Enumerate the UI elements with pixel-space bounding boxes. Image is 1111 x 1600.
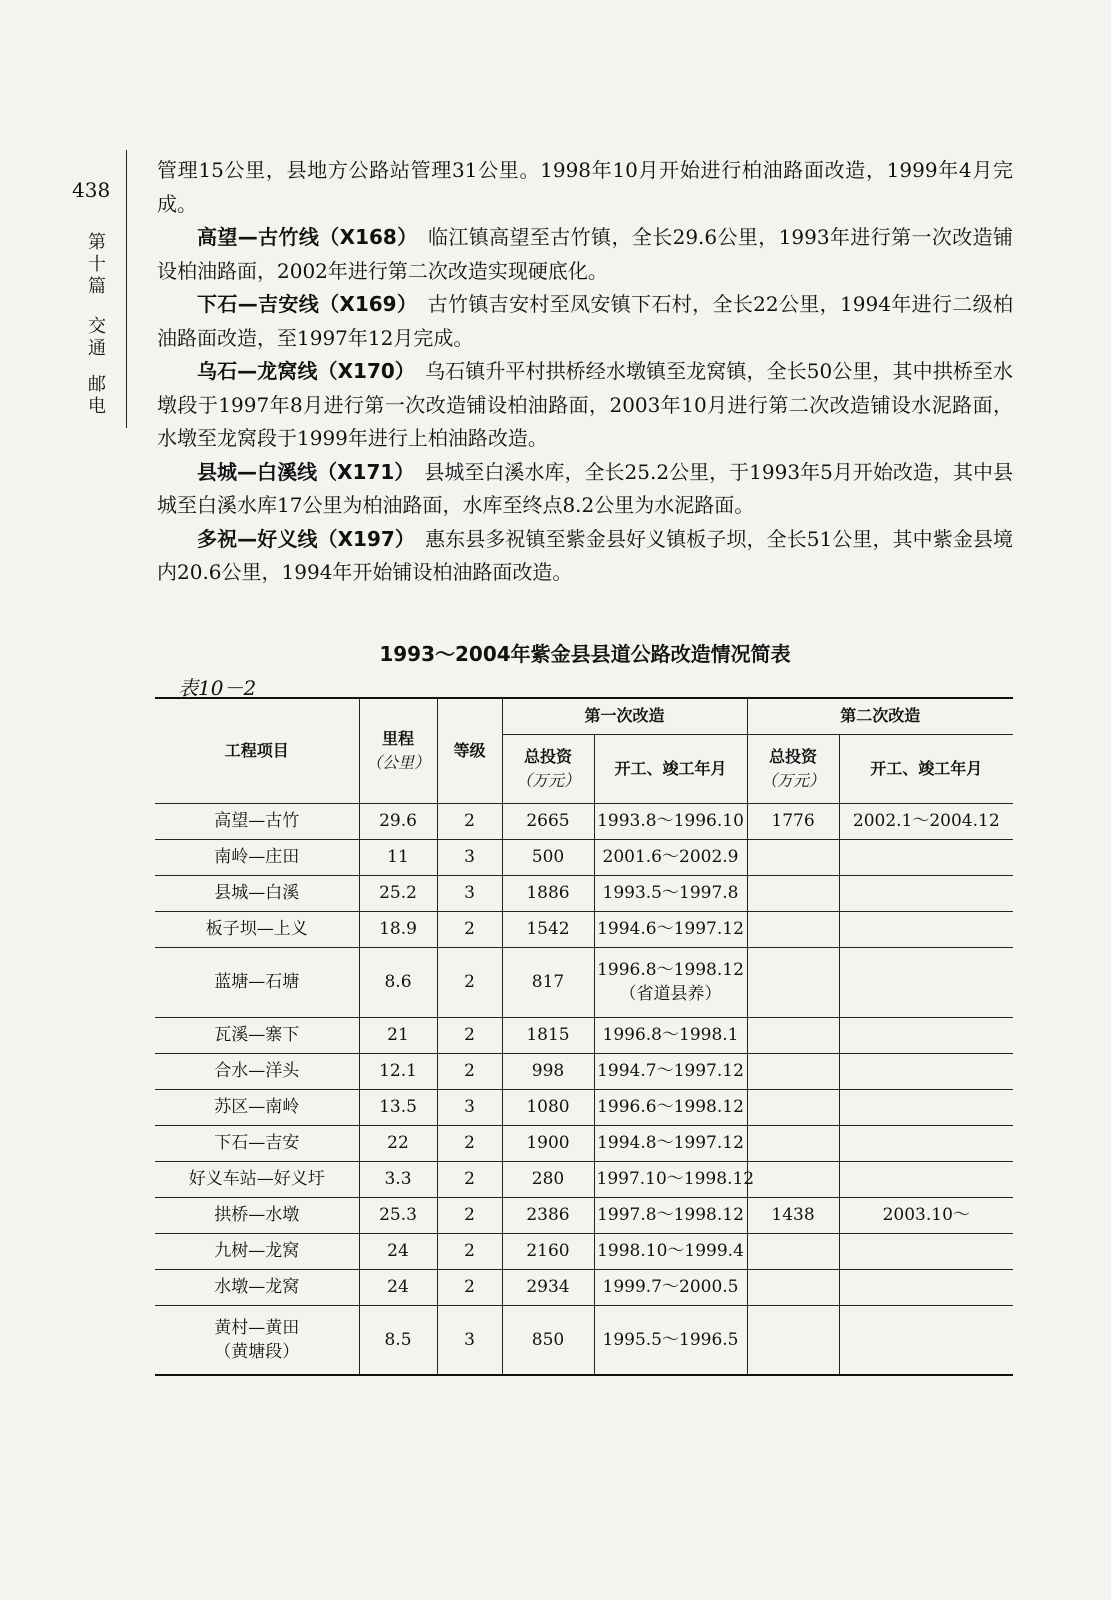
cell-investment-1: 500 (502, 839, 594, 875)
cell-dates-2 (839, 1017, 1013, 1053)
cell-investment-2 (747, 1233, 839, 1269)
cell-investment-1: 2934 (502, 1269, 594, 1305)
table-row (155, 1233, 1013, 1269)
cell-dates-1 (594, 911, 747, 947)
running-head-char: 通 (88, 338, 106, 359)
table-body (155, 803, 1013, 1375)
road-entry-title: 高望—古竹线（X168） (197, 225, 428, 249)
cell-investment-2 (747, 839, 839, 875)
cell-project (155, 1269, 359, 1305)
running-head-part-title (88, 316, 106, 360)
table-number: 表10－2 (178, 676, 257, 700)
paragraph (157, 456, 1013, 523)
paragraph-text: 乌石镇升平村拱桥经水墩镇至龙窝镇，全长50公里，其中拱桥至水墩段于1997年8月进行第一次改造铺设柏油路面，2003年10月进行第二次改造铺设水泥路面，水墩至龙窝段于1999年进行上柏油路改造。 (157, 359, 1013, 450)
table-row (155, 1161, 1013, 1197)
cell-dates-1-line: 1993.8～1996.10 (597, 811, 744, 831)
table-row (155, 1305, 1013, 1375)
cell-length: 8.5 (359, 1305, 437, 1375)
header-project: 工程项目 (155, 698, 359, 803)
table-row (155, 1017, 1013, 1053)
cell-investment-2 (747, 1269, 839, 1305)
cell-project-line: 下石—吉安 (214, 1133, 300, 1153)
cell-investment-1: 1542 (502, 911, 594, 947)
cell-investment-1: 2160 (502, 1233, 594, 1269)
cell-grade: 2 (437, 803, 502, 839)
cell-investment-2 (747, 911, 839, 947)
cell-length: 24 (359, 1233, 437, 1269)
cell-investment-1: 1886 (502, 875, 594, 911)
header-first-renovation: 第一次改造 (502, 698, 747, 734)
cell-project (155, 839, 359, 875)
road-entry-title: 下石—吉安线（X169） (197, 292, 428, 316)
cell-project (155, 803, 359, 839)
header-investment-label: 总投资 (523, 746, 572, 766)
header-second-renovation: 第二次改造 (747, 698, 1013, 734)
cell-grade: 3 (437, 875, 502, 911)
cell-dates-1 (594, 839, 747, 875)
paragraph (157, 355, 1013, 456)
paragraph (157, 154, 1013, 221)
cell-dates-2: 2003.10～ (839, 1197, 1013, 1233)
cell-length: 8.6 (359, 947, 437, 1017)
cell-dates-2 (839, 1305, 1013, 1375)
header-investment-unit: （万元） (761, 770, 826, 790)
cell-investment-1: 817 (502, 947, 594, 1017)
cell-dates-1-line: 2001.6～2002.9 (602, 847, 739, 867)
cell-dates-1-line: 1996.6～1998.12 (597, 1097, 744, 1117)
cell-length: 25.3 (359, 1197, 437, 1233)
cell-project-line: 黄村—黄田 (214, 1317, 300, 1338)
cell-grade: 3 (437, 1305, 502, 1375)
cell-project-line: 苏区—南岭 (214, 1097, 300, 1117)
cell-dates-2: 2002.1～2004.12 (839, 803, 1013, 839)
cell-investment-1: 2665 (502, 803, 594, 839)
paragraph-text: 临江镇高望至古竹镇，全长29.6公里，1993年进行第一次改造铺设柏油路面，2002年进行第二次改造实现硬底化。 (157, 225, 1013, 283)
cell-project-line: 九树—龙窝 (214, 1241, 300, 1261)
running-head-char: 邮 (88, 374, 106, 395)
cell-investment-2: 1438 (747, 1197, 839, 1233)
margin-rule (126, 150, 127, 428)
cell-project-line: 合水—洋头 (214, 1061, 300, 1081)
cell-dates-1-line: 1994.8～1997.12 (597, 1133, 744, 1153)
running-head (84, 232, 110, 418)
cell-project (155, 1197, 359, 1233)
header-investment-label: 总投资 (769, 746, 818, 766)
running-head-char: 篇 (88, 276, 106, 297)
cell-grade: 2 (437, 1161, 502, 1197)
table-row (155, 839, 1013, 875)
cell-grade: 3 (437, 1089, 502, 1125)
cell-investment-1: 1900 (502, 1125, 594, 1161)
cell-project (155, 1089, 359, 1125)
cell-dates-2 (839, 911, 1013, 947)
cell-dates-1 (594, 947, 747, 1017)
cell-dates-1-line: 1998.10～1999.4 (597, 1241, 744, 1261)
cell-investment-1: 998 (502, 1053, 594, 1089)
cell-dates-1 (594, 1233, 747, 1269)
cell-dates-1 (594, 1305, 747, 1375)
cell-project (155, 1125, 359, 1161)
cell-length: 22 (359, 1125, 437, 1161)
cell-dates-1-line: 1994.6～1997.12 (597, 919, 744, 939)
road-entry-title: 多祝—好义线（X197） (197, 526, 426, 551)
cell-investment-2: 1776 (747, 803, 839, 839)
cell-dates-1 (594, 1089, 747, 1125)
cell-dates-2 (839, 1269, 1013, 1305)
cell-project-line: （黄塘段） (214, 1341, 300, 1362)
table-row (155, 1053, 1013, 1089)
header-grade: 等级 (437, 698, 502, 803)
cell-project (155, 875, 359, 911)
cell-project (155, 1053, 359, 1089)
cell-dates-1 (594, 1197, 747, 1233)
header-dates-2: 开工、竣工年月 (839, 734, 1013, 803)
cell-grade: 2 (437, 1233, 502, 1269)
cell-grade: 2 (437, 911, 502, 947)
road-entry-title: 县城—白溪线（X171） (197, 459, 425, 484)
running-head-char: 电 (88, 396, 106, 417)
body-text (157, 154, 1013, 590)
cell-investment-1: 280 (502, 1161, 594, 1197)
cell-dates-1-line: 1997.8～1998.12 (597, 1205, 744, 1225)
table-row (155, 803, 1013, 839)
cell-investment-2 (747, 875, 839, 911)
page-number: 438 (72, 178, 111, 202)
cell-grade: 2 (437, 1197, 502, 1233)
cell-grade: 2 (437, 947, 502, 1017)
cell-investment-2 (747, 1125, 839, 1161)
cell-investment-2 (747, 1017, 839, 1053)
cell-length: 12.1 (359, 1053, 437, 1089)
cell-dates-2 (839, 839, 1013, 875)
table-row (155, 875, 1013, 911)
road-entry-title: 乌石—龙窝线（X170） (197, 359, 426, 383)
running-head-char: 第 (88, 232, 106, 253)
cell-dates-1 (594, 1053, 747, 1089)
paragraph (157, 221, 1013, 288)
cell-investment-1: 1815 (502, 1017, 594, 1053)
cell-dates-1 (594, 1017, 747, 1053)
paragraph (157, 523, 1013, 590)
cell-length: 18.9 (359, 911, 437, 947)
cell-investment-2 (747, 947, 839, 1017)
cell-project-line: 板子坝—上义 (205, 919, 308, 939)
cell-dates-2 (839, 1125, 1013, 1161)
cell-project-line: 水墩—龙窝 (214, 1277, 300, 1297)
running-head-part-title-2 (88, 374, 106, 418)
header-length-label: 里程 (381, 728, 414, 748)
table-row (155, 1197, 1013, 1233)
cell-project (155, 947, 359, 1017)
paragraph-text: 古竹镇吉安村至凤安镇下石村，全长22公里，1994年进行二级柏油路面改造，至1997年12月完成。 (157, 292, 1013, 350)
cell-dates-2 (839, 947, 1013, 1017)
cell-project (155, 1161, 359, 1197)
header-investment-2 (747, 734, 839, 803)
cell-project (155, 1233, 359, 1269)
paragraph-text: 县城至白溪水库，全长25.2公里，于1993年5月开始改造，其中县城至白溪水库17公里为柏油路面，水库至终点8.2公里为水泥路面。 (157, 459, 1013, 517)
cell-dates-1 (594, 803, 747, 839)
cell-dates-2 (839, 1161, 1013, 1197)
cell-length: 25.2 (359, 875, 437, 911)
table-row (155, 1269, 1013, 1305)
cell-length: 13.5 (359, 1089, 437, 1125)
header-investment-1 (502, 734, 594, 803)
renovation-table (155, 697, 1013, 1376)
cell-project-line: 南岭—庄田 (214, 847, 300, 867)
table-row (155, 947, 1013, 1017)
cell-length: 21 (359, 1017, 437, 1053)
cell-investment-1: 2386 (502, 1197, 594, 1233)
cell-investment-2 (747, 1305, 839, 1375)
header-dates-1: 开工、竣工年月 (594, 734, 747, 803)
cell-grade: 2 (437, 1017, 502, 1053)
header-length-unit: （公里） (365, 752, 430, 772)
cell-grade: 2 (437, 1125, 502, 1161)
paragraph (157, 288, 1013, 355)
cell-dates-2 (839, 1089, 1013, 1125)
table-title: 1993～2004年紫金县县道公路改造情况简表 (379, 642, 791, 666)
cell-project-line: 瓦溪—寨下 (214, 1025, 300, 1045)
cell-grade: 2 (437, 1053, 502, 1089)
cell-length: 24 (359, 1269, 437, 1305)
cell-grade: 2 (437, 1269, 502, 1305)
cell-dates-1 (594, 875, 747, 911)
cell-length: 11 (359, 839, 437, 875)
cell-dates-1-line: 1996.8～1998.1 (602, 1025, 739, 1045)
cell-project-line: 县城—白溪 (214, 883, 300, 903)
running-head-char: 交 (88, 316, 106, 337)
cell-dates-1-line: 1997.10～1998.12 (596, 1169, 755, 1189)
cell-dates-2 (839, 1053, 1013, 1089)
cell-dates-1 (594, 1125, 747, 1161)
paragraph-text: 惠东县多祝镇至紫金县好义镇板子坝，全长51公里，其中紫金县境内20.6公里，1994年开始铺设柏油路面改造。 (157, 526, 1013, 584)
cell-project-line: 好义车站—好义圩 (188, 1169, 325, 1189)
cell-dates-2 (839, 1233, 1013, 1269)
cell-dates-2 (839, 875, 1013, 911)
table-row (155, 1089, 1013, 1125)
cell-investment-1: 850 (502, 1305, 594, 1375)
cell-investment-2 (747, 1161, 839, 1197)
running-head-part-number (88, 232, 106, 298)
cell-investment-2 (747, 1089, 839, 1125)
header-length (359, 698, 437, 803)
running-head-char: 十 (88, 254, 106, 275)
cell-project (155, 911, 359, 947)
cell-investment-2 (747, 1053, 839, 1089)
cell-project-line: 高望—古竹 (214, 811, 300, 831)
cell-project (155, 1305, 359, 1375)
cell-dates-1 (594, 1161, 755, 1197)
cell-project-line: 蓝塘—石塘 (214, 972, 300, 992)
cell-dates-1-line: 1999.7～2000.5 (602, 1277, 739, 1297)
cell-length: 29.6 (359, 803, 437, 839)
cell-dates-1 (594, 1269, 747, 1305)
table-row (155, 911, 1013, 947)
cell-investment-1: 1080 (502, 1089, 594, 1125)
cell-dates-1-line: 1995.5～1996.5 (602, 1329, 739, 1350)
cell-dates-1-line: 1996.8～1998.12 (597, 960, 744, 980)
cell-length: 3.3 (359, 1161, 437, 1197)
cell-dates-1-line: 1993.5～1997.8 (602, 883, 739, 903)
cell-grade: 3 (437, 839, 502, 875)
paragraph-text: 管理15公里，县地方公路站管理31公里。1998年10月开始进行柏油路面改造，1999年4月完成。 (157, 158, 1013, 216)
cell-project (155, 1017, 359, 1053)
cell-dates-1-line: （省道县养） (619, 984, 722, 1004)
table-row (155, 1125, 1013, 1161)
header-investment-unit: （万元） (515, 770, 580, 790)
cell-dates-1-line: 1994.7～1997.12 (597, 1061, 744, 1081)
cell-project-line: 拱桥—水墩 (214, 1205, 300, 1225)
